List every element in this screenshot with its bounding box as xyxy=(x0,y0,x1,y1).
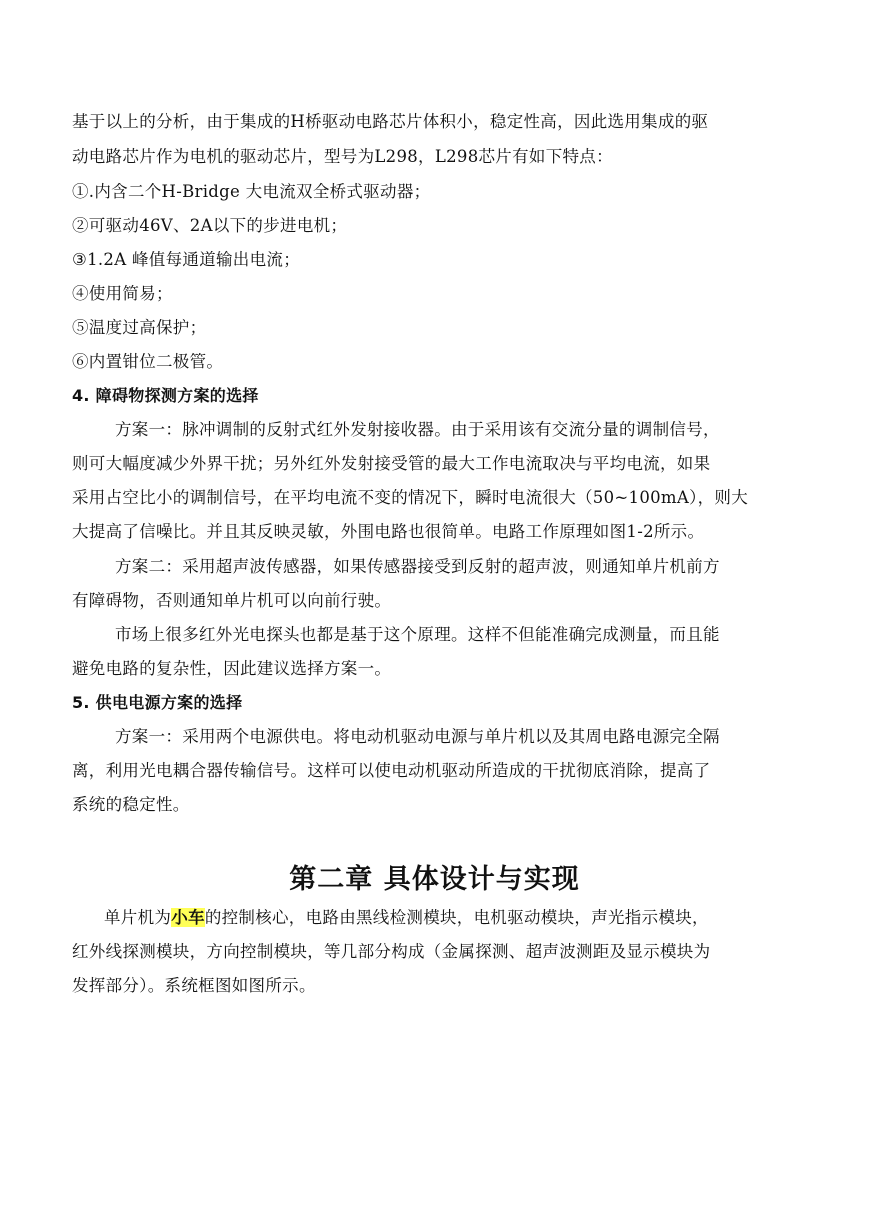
section-5-heading: 5. 供电电源方案的选择 xyxy=(72,693,243,712)
intro-line-2: 动电路芯片作为电机的驱动芯片，型号为L298，L298芯片有如下特点： xyxy=(72,147,613,166)
chapter-2-title: 第二章 具体设计与实现 xyxy=(289,864,580,895)
feature-item: ④使用简易； xyxy=(72,284,173,303)
section-4-plan1-line: 则可大幅度减少外界干扰；另外红外发射接受管的最大工作电流取决与平均电流，如果 xyxy=(72,454,711,473)
section-4-plan1-line: 大提高了信噪比。并且其反映灵敏，外围电路也很简单。电路工作原理如图1-2所示。 xyxy=(72,522,705,541)
feature-item: ②可驱动46V、2A以下的步进电机； xyxy=(72,216,348,235)
section-4-plan2-line: 有障碍物，否则通知单片机可以向前行驶。 xyxy=(72,591,392,610)
section-4-market-line: 市场上很多红外光电探头也都是基于这个原理。这样不但能准确完成测量，而且能 xyxy=(115,625,720,644)
section-5-plan1-line: 离，利用光电耦合器传输信号。这样可以使电动机驱动所造成的干扰彻底消除，提高了 xyxy=(72,761,711,780)
chapter-2-line-1 xyxy=(104,906,784,930)
highlighted-term: 小车 xyxy=(171,908,205,927)
chapter-2-line-3: 发挥部分）。系统框图如图所示。 xyxy=(72,976,316,995)
feature-item: ⑥内置钳位二极管。 xyxy=(72,352,224,371)
chapter-2-line-1-pre: 单片机为 xyxy=(104,908,172,927)
section-4-market-line: 避免电路的复杂性，因此建议选择方案一。 xyxy=(72,659,392,678)
section-4-plan1-line: 方案一：脉冲调制的反射式红外发射接收器。由于采用该有交流分量的调制信号， xyxy=(115,420,720,439)
section-5-plan1-line: 方案一：采用两个电源供电。将电动机驱动电源与单片机以及其周电路电源完全隔 xyxy=(115,727,720,746)
section-4-plan1-line: 采用占空比小的调制信号，在平均电流不变的情况下，瞬时电流很大（50~100mA），则大 xyxy=(72,488,749,507)
section-5-plan1-line: 系统的稳定性。 xyxy=(72,795,190,814)
chapter-2-line-2: 红外线探测模块，方向控制模块，等几部分构成（金属探测、超声波测距及显示模块为 xyxy=(72,942,711,961)
intro-line-1: 基于以上的分析，由于集成的H桥驱动电路芯片体积小，稳定性高，因此选用集成的驱 xyxy=(72,112,709,131)
feature-item: ⑤温度过高保护； xyxy=(72,318,207,337)
section-4-plan2-line: 方案二：采用超声波传感器，如果传感器接受到反射的超声波，则通知单片机前方 xyxy=(115,557,720,576)
feature-item: ③1.2A 峰值每通道输出电流； xyxy=(72,250,300,269)
feature-item: ①.内含二个H-Bridge 大电流双全桥式驱动器； xyxy=(72,182,431,201)
chapter-2-line-1-post: 的控制核心，电路由黑线检测模块，电机驱动模块，声光指示模块， xyxy=(204,908,709,927)
section-4-heading: 4. 障碍物探测方案的选择 xyxy=(72,386,259,405)
